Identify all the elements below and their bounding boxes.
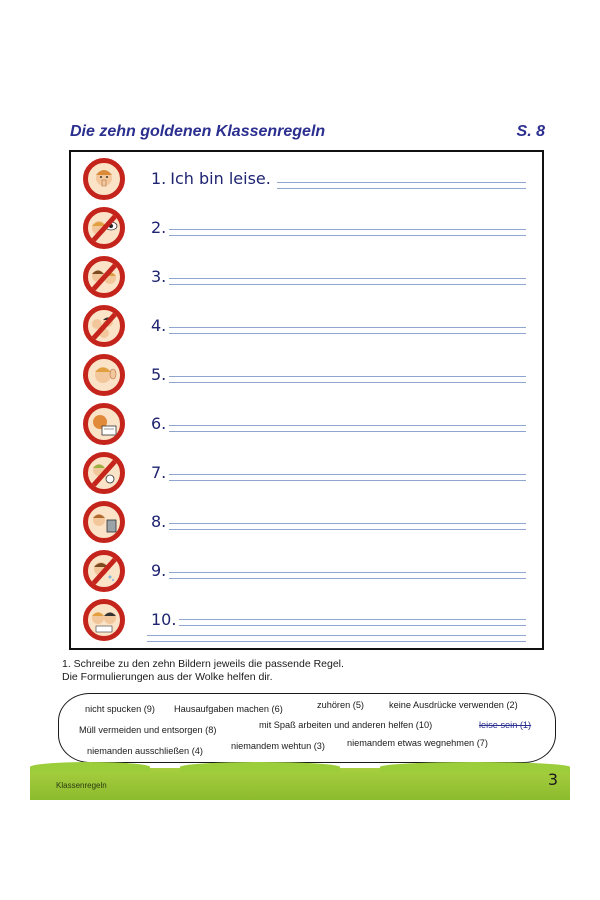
grass-strip [30, 768, 570, 800]
page-title: Die zehn goldenen Klassenregeln [70, 123, 326, 140]
rule-row [71, 450, 542, 498]
rule-picture-1 [83, 158, 125, 200]
rule-label: 10. [151, 610, 177, 629]
writing-line[interactable] [169, 278, 526, 285]
page-reference: S. 8 [516, 123, 545, 140]
rule-picture-2 [83, 207, 125, 249]
instruction-line: Die Formulierungen aus der Wolke helfen dir. [62, 671, 273, 683]
rule-label: 3. [151, 267, 167, 286]
instruction-line: 1. Schreibe zu den zehn Bildern jeweils die passende Regel. [62, 658, 344, 670]
cloud-phrase: keine Ausdrücke verwenden (2) [389, 700, 518, 710]
writing-line[interactable] [179, 619, 526, 626]
rule-picture-7 [83, 452, 125, 494]
writing-line[interactable] [169, 229, 526, 236]
cloud-phrase-crossed: leise sein (1) [479, 720, 532, 730]
rule-picture-8 [83, 501, 125, 543]
writing-line[interactable] [169, 327, 526, 334]
writing-line[interactable] [277, 182, 526, 189]
rules-worksheet-frame [69, 150, 544, 650]
rule-row [71, 254, 542, 302]
rule-picture-4 [83, 305, 125, 347]
writing-line[interactable] [169, 474, 526, 481]
rule-row [71, 401, 542, 449]
rule-label: 5. [151, 365, 167, 384]
page-number: 3 [547, 770, 558, 789]
rule-picture-10 [83, 599, 125, 641]
rule-label: 1. Ich bin leise. [151, 169, 271, 188]
rule-row [71, 499, 542, 547]
writing-line[interactable] [169, 572, 526, 579]
rule-row [71, 597, 542, 647]
footer-section-label: Klassenregeln [56, 781, 107, 790]
page-header [70, 120, 545, 144]
writing-line[interactable] [169, 376, 526, 383]
word-cloud [58, 693, 556, 763]
cloud-phrase: Müll vermeiden und entsorgen (8) [79, 725, 217, 735]
cloud-phrase: Hausaufgaben machen (6) [174, 704, 283, 714]
cloud-phrase: niemanden ausschließen (4) [87, 746, 203, 756]
rule-row [71, 352, 542, 400]
cloud-phrase: niemandem etwas wegnehmen (7) [347, 738, 488, 748]
rule-picture-9 [83, 550, 125, 592]
rule-row [71, 156, 542, 204]
writing-line[interactable] [169, 523, 526, 530]
rule-label: 4. [151, 316, 167, 335]
cloud-phrase: niemandem wehtun (3) [231, 741, 325, 751]
rule-row [71, 548, 542, 596]
rule-row [71, 303, 542, 351]
cloud-phrase: nicht spucken (9) [85, 704, 155, 714]
cloud-phrase: zuhören (5) [317, 700, 364, 710]
rule-label: 9. [151, 561, 167, 580]
rule-picture-6 [83, 403, 125, 445]
rule-picture-3 [83, 256, 125, 298]
rule-label: 6. [151, 414, 167, 433]
rule-row [71, 205, 542, 253]
rule-picture-5 [83, 354, 125, 396]
rule-label: 2. [151, 218, 167, 237]
grass-tuft [380, 762, 570, 772]
grass-tuft [180, 762, 340, 772]
writing-line[interactable] [147, 635, 526, 642]
cloud-phrase: mit Spaß arbeiten und anderen helfen (10) [259, 720, 433, 730]
rule-label: 8. [151, 512, 167, 531]
rule-label: 7. [151, 463, 167, 482]
grass-tuft [30, 762, 150, 772]
task-instructions [62, 658, 542, 684]
writing-line[interactable] [169, 425, 526, 432]
